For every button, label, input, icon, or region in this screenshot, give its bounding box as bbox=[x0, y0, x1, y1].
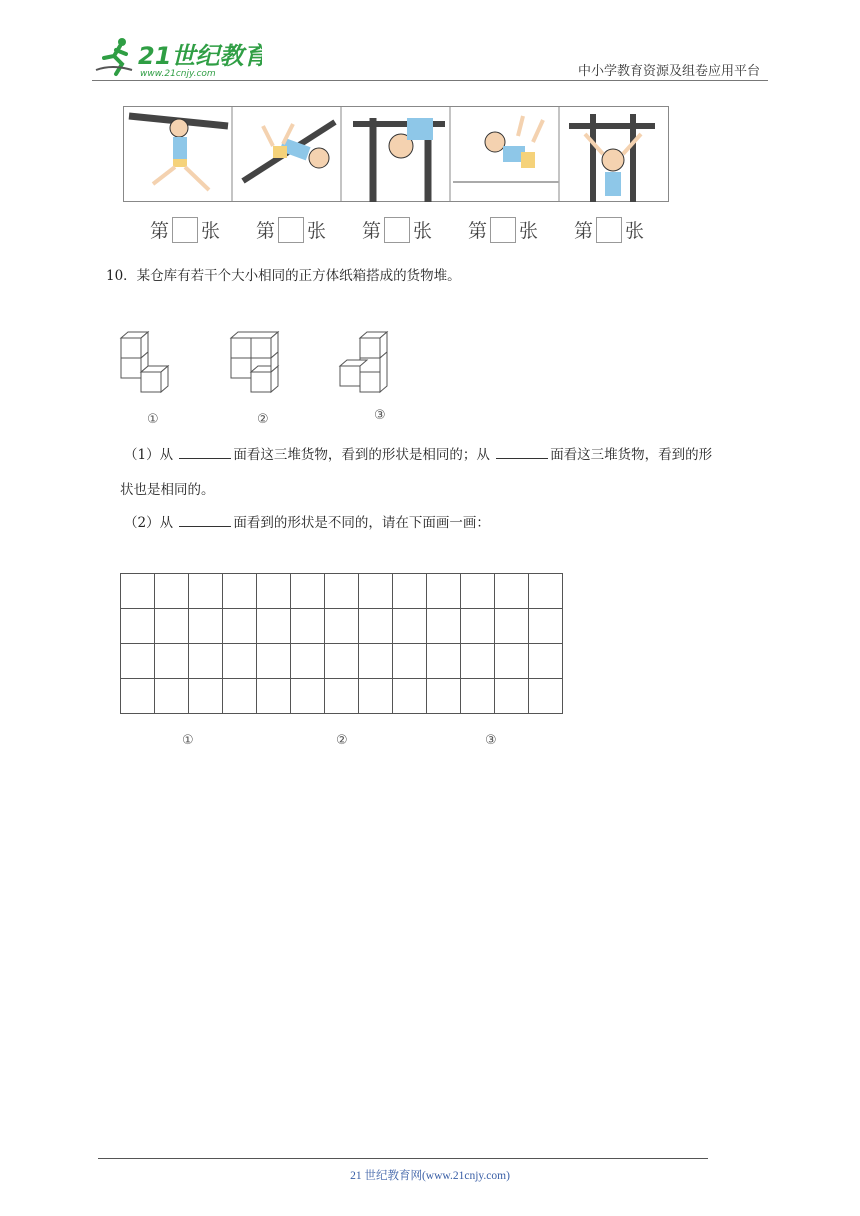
header-platform-text: 中小学教育资源及组卷应用平台 bbox=[577, 64, 760, 79]
site-logo bbox=[92, 36, 262, 80]
grid-label-1: ① bbox=[182, 733, 194, 748]
footer-text: 21 世纪教育网(www.21cnjy.com) bbox=[350, 1170, 510, 1182]
order-answer-box[interactable] bbox=[596, 217, 622, 243]
order-blank-3 bbox=[362, 216, 446, 243]
order-answer-box[interactable] bbox=[172, 217, 198, 243]
order-prefix: 第 bbox=[150, 220, 170, 242]
cube-stack-label-3: ③ bbox=[374, 408, 386, 423]
sub2-prefix: （2）从 bbox=[124, 515, 174, 531]
cube-stack-label-1: ① bbox=[147, 412, 159, 427]
cube-stack-2 bbox=[231, 332, 278, 392]
order-suffix: 张 bbox=[307, 220, 327, 242]
sub-question-1 bbox=[124, 444, 764, 465]
strip-order-blanks bbox=[150, 216, 658, 243]
sub1-end: 面看这三堆货物，看到的形 bbox=[550, 447, 713, 463]
order-answer-box[interactable] bbox=[278, 217, 304, 243]
cube-stack-1 bbox=[121, 332, 168, 392]
sub-question-1-continued: 状也是相同的。 bbox=[120, 482, 215, 498]
order-suffix: 张 bbox=[413, 220, 433, 242]
order-suffix: 张 bbox=[519, 220, 539, 242]
cube-stacks-figure bbox=[110, 322, 430, 432]
order-prefix: 第 bbox=[574, 220, 594, 242]
logo-url: www.21cnjy.com bbox=[140, 69, 216, 79]
header-divider bbox=[92, 80, 768, 81]
order-answer-box[interactable] bbox=[490, 217, 516, 243]
logo-text: 21世纪教育 bbox=[138, 42, 262, 70]
grid-label-3: ③ bbox=[485, 733, 497, 748]
sub2-text: 面看到的形状是不同的，请在下面画一画： bbox=[233, 515, 490, 531]
cube-stack-3 bbox=[340, 332, 387, 392]
order-prefix: 第 bbox=[362, 220, 382, 242]
answer-blank-view-3[interactable] bbox=[179, 512, 231, 527]
order-suffix: 张 bbox=[625, 220, 645, 242]
drawing-grid[interactable] bbox=[118, 570, 566, 716]
answer-blank-view-1[interactable] bbox=[179, 444, 231, 459]
footer-divider bbox=[98, 1158, 708, 1159]
order-prefix: 第 bbox=[256, 220, 276, 242]
order-suffix: 张 bbox=[201, 220, 221, 242]
order-blank-1 bbox=[150, 216, 234, 243]
order-blank-4 bbox=[468, 216, 552, 243]
sub-question-2 bbox=[124, 512, 490, 533]
sub1-middle: 面看这三堆货物，看到的形状是相同的；从 bbox=[233, 447, 490, 463]
sub1-prefix: （1）从 bbox=[124, 447, 174, 463]
order-answer-box[interactable] bbox=[384, 217, 410, 243]
order-blank-2 bbox=[256, 216, 340, 243]
answer-blank-view-2[interactable] bbox=[496, 444, 548, 459]
runner-icon bbox=[96, 38, 132, 74]
question-10-text: 10．某仓库有若干个大小相同的正方体纸箱搭成的货物堆。 bbox=[106, 268, 461, 284]
order-prefix: 第 bbox=[468, 220, 488, 242]
grid-label-2: ② bbox=[336, 733, 348, 748]
cube-stack-label-2: ② bbox=[257, 412, 269, 427]
order-blank-5 bbox=[574, 216, 658, 243]
comic-strip bbox=[123, 106, 669, 202]
